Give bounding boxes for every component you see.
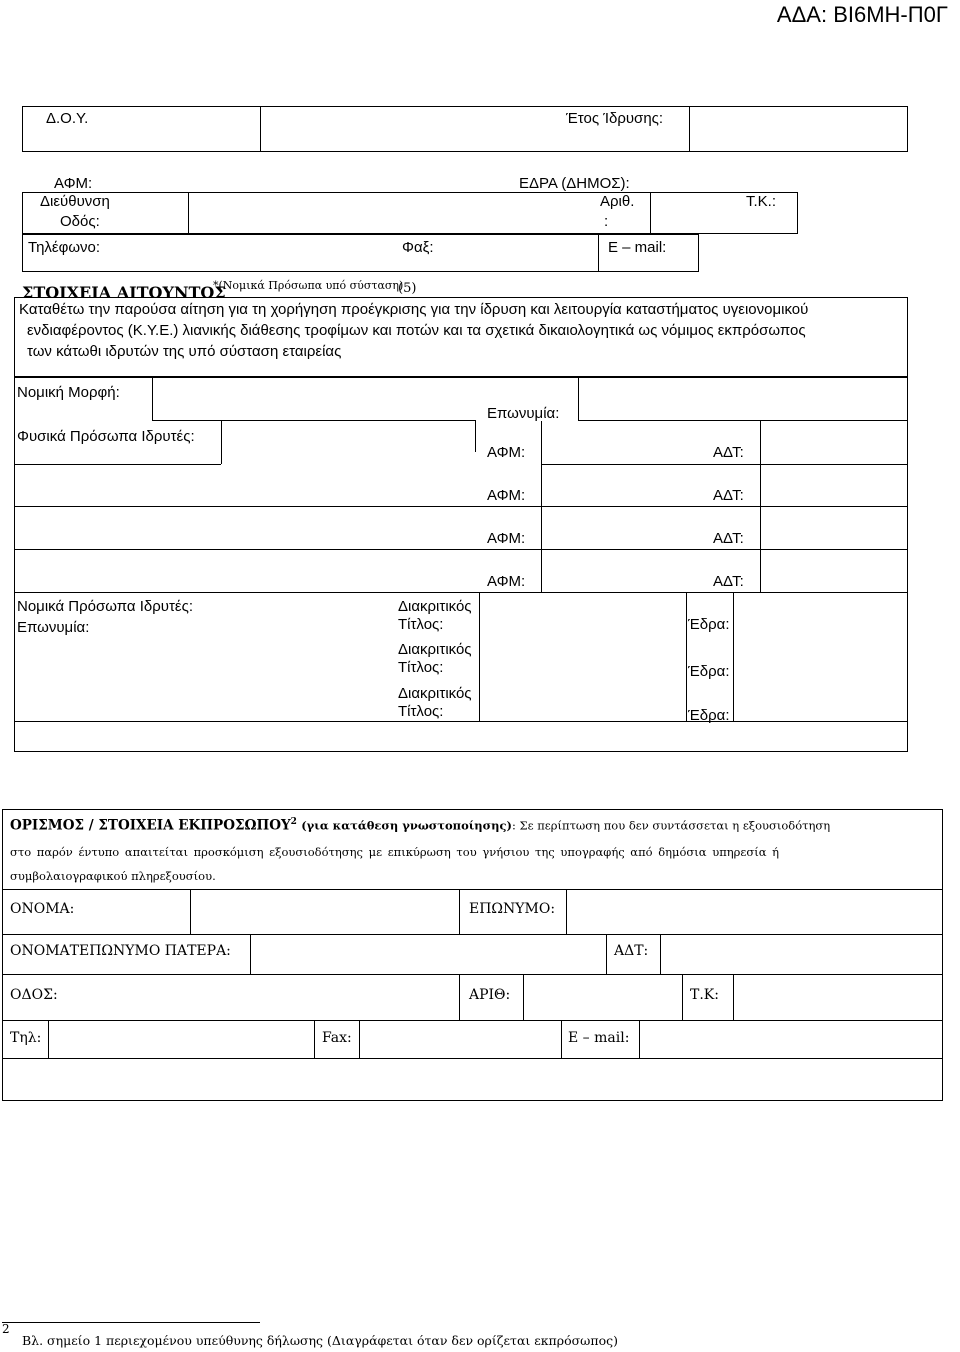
representative-text-2: στο παρόν έντυπο απαιτείται προσκόμιση εξουσιοδότησης με επικύρωση του γνήσιου της υπογραφής από δημόσια υπηρεσία ή: [10, 845, 780, 859]
fax-field-rep[interactable]: [361, 1022, 559, 1056]
diakritikos-label-1b: Τίτλος:: [398, 616, 444, 633]
odos-field[interactable]: [60, 976, 457, 1018]
tk-label: Τ.Κ.:: [746, 193, 777, 210]
afm-label: ΑΦΜ:: [54, 175, 93, 192]
onoma-label: ΟΝΟΜΑ:: [10, 901, 75, 917]
eponymia-label-2: Επωνυμία:: [17, 619, 90, 636]
edra-label-2: Έδρα:: [688, 663, 730, 680]
ada-code: ΑΔΑ: ΒΙ6ΜΗ-Π0Γ: [776, 2, 948, 27]
email-label-rep: E – mail:: [568, 1030, 630, 1046]
eponymo-field[interactable]: [568, 891, 941, 932]
operator-note: *(Νομικά Πρόσωπα υπό σύσταση): [213, 279, 404, 292]
email-field-rep[interactable]: [641, 1022, 941, 1056]
adt-label-2: ΑΔΤ:: [713, 487, 744, 504]
email-label: E – mail:: [608, 239, 667, 256]
representative-subtitle: (για κατάθεση γνωστοποίησης): [301, 818, 512, 833]
declaration-line-2: ενδιαφέροντος (Κ.Υ.Ε.) λιανικής διάθεσης τροφίμων και ποτών και τα σχετικά δικαιολογητικά ως νόμιμος εκπρόσωπος: [27, 322, 806, 339]
fax-label-rep: Fax:: [322, 1030, 352, 1046]
diakritikos-label-3b: Τίτλος:: [398, 703, 444, 720]
representative-text-1: : Σε περίπτωση που δεν συντάσσεται η εξουσιοδότηση: [511, 818, 831, 833]
adt-label-rep: ΑΔΤ:: [614, 943, 649, 959]
adt-label-3: ΑΔΤ:: [713, 530, 744, 547]
til-field[interactable]: [50, 1022, 312, 1056]
edra-dimos-label: ΕΔΡΑ (ΔΗΜΟΣ):: [519, 175, 630, 192]
fax-label: Φαξ:: [402, 239, 434, 256]
eponymo-label: ΕΠΩΝΥΜΟ:: [469, 901, 556, 917]
operator-note-num: (5): [398, 281, 417, 296]
arith-label-2: :: [604, 213, 609, 230]
representative-heading: [10, 817, 830, 834]
footnote-number: 2: [2, 1322, 10, 1336]
section-title-operator: ΣΤΟΙΧΕΙΑ ΑΙΤΟΥΝΤΟΣ: [22, 283, 226, 302]
diakritikos-label-1a: Διακριτικός: [398, 598, 472, 615]
edra-label-3: Έδρα:: [688, 707, 730, 724]
odos-label: ΟΔΟΣ:: [10, 987, 58, 1003]
declaration-line-1: Καταθέτω την παρούσα αίτηση για τη χορήγηση προέγκρισης για την ίδρυση και λειτουργία καταστήματος υγειονομικού: [19, 301, 809, 318]
representative-title-sup: 2: [290, 817, 297, 827]
afm-label-1: ΑΦΜ:: [487, 444, 526, 461]
representative-text-3: συμβολαιογραφικού πληρεξουσίου.: [10, 869, 216, 883]
patronymo-label: ΟΝΟΜΑΤΕΠΩΝΥΜΟ ΠΑΤΕΡΑ:: [10, 943, 231, 959]
adt-field-rep[interactable]: [662, 936, 941, 972]
arith-field-rep[interactable]: [525, 976, 680, 1018]
representative-title: ΟΡΙΣΜΟΣ / ΣΤΟΙΧΕΙΑ ΕΚΠΡΟΣΩΠΟΥ: [10, 817, 291, 834]
afm-label-4: ΑΦΜ:: [487, 573, 526, 590]
tk-field-rep[interactable]: [735, 976, 941, 1018]
diakritikos-label-2a: Διακριτικός: [398, 641, 472, 658]
doy-label: Δ.Ο.Υ.: [46, 110, 89, 127]
arith-label-1: Αριθ.: [600, 193, 635, 210]
adt-label-4: ΑΔΤ:: [713, 573, 744, 590]
til-label: Τηλ:: [10, 1030, 42, 1046]
etos-idrysis-field[interactable]: [692, 108, 906, 148]
arith-label-rep: ΑΡΙΘ:: [469, 987, 511, 1003]
footnote-text: Βλ. σημείο 1 περιεχομένου υπεύθυνης δήλωσης (Διαγράφεται όταν δεν ορίζεται εκπρόσωπος): [22, 1333, 618, 1348]
eponymia-label: Επωνυμία:: [487, 405, 560, 422]
fysika-prosopa-label: Φυσικά Πρόσωπα Ιδρυτές:: [17, 428, 195, 445]
diakritikos-label-3a: Διακριτικός: [398, 685, 472, 702]
onoma-field[interactable]: [192, 891, 457, 932]
declaration-line-3: των κάτωθι ιδρυτών της υπό σύσταση εταιρείας: [27, 343, 342, 360]
dieuthynsi-label-2: Οδός:: [60, 213, 100, 230]
doy-field[interactable]: [263, 108, 687, 148]
nomika-prosopa-label: Νομικά Πρόσωπα Ιδρυτές:: [17, 598, 194, 615]
nomiki-morfi-label: Νομική Μορφή:: [17, 384, 120, 401]
footnote-rule: [2, 1322, 260, 1323]
dieuthynsi-label-1: Διεύθυνση: [40, 193, 110, 210]
adt-label-1: ΑΔΤ:: [713, 444, 744, 461]
patronymo-field[interactable]: [252, 936, 604, 972]
afm-label-3: ΑΦΜ:: [487, 530, 526, 547]
afm-label-2: ΑΦΜ:: [487, 487, 526, 504]
diakritikos-label-2b: Τίτλος:: [398, 659, 444, 676]
tk-label-rep: Τ.Κ:: [690, 987, 719, 1003]
edra-label-1: Έδρα:: [688, 616, 730, 633]
dieuthynsi-field[interactable]: [191, 194, 647, 232]
tilefono-label: Τηλέφωνο:: [28, 239, 101, 256]
etos-idrysis-label: Έτος Ίδρυσης:: [566, 110, 664, 127]
